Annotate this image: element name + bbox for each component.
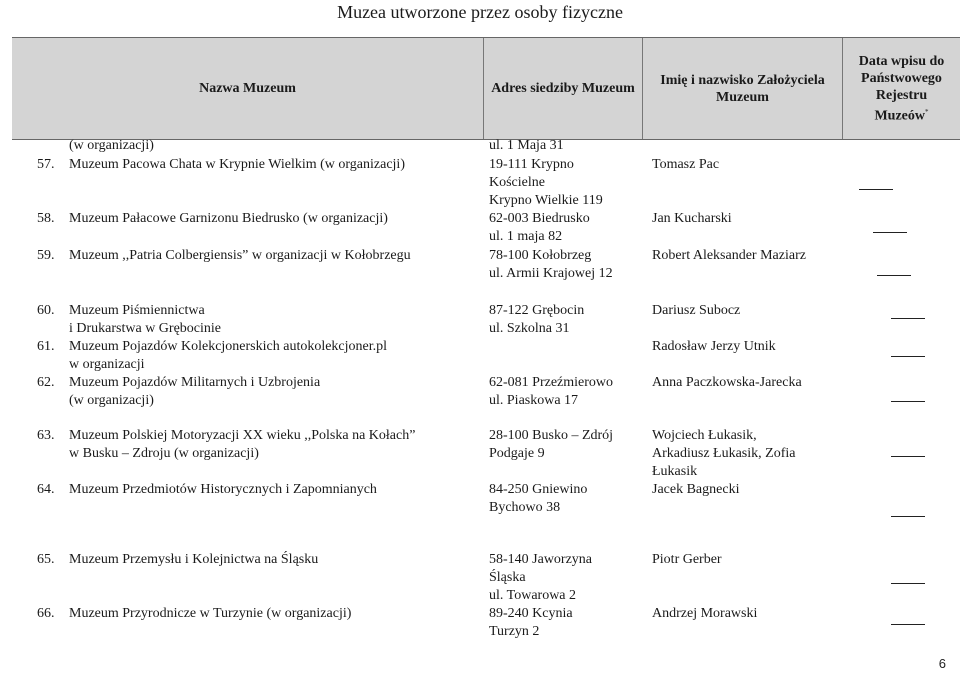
museum-address: 87-122 Grębocin [489,303,585,318]
museum-address: Śląska [489,570,526,585]
museum-address: Kościelne [489,175,545,190]
museum-address: 89-240 Kcynia [489,606,573,621]
museum-address: ul. Piaskowa 17 [489,393,579,408]
museum-address: 58-140 Jaworzyna [489,552,593,567]
museum-address: Podgaje 9 [489,446,545,461]
founder-name: Dariusz Subocz [652,303,741,318]
page-number: 6 [938,656,946,671]
header-date-line3: Rejestru [875,87,928,103]
museum-address: 62-081 Przeźmierowo [489,375,614,390]
museum-address: 62-003 Biedrusko [489,211,590,226]
museum-name: Muzeum Piśmiennictwa [69,303,205,318]
museum-name: (w organizacji) [69,393,154,408]
header-name: Nazwa Muzeum [199,81,296,96]
founder-name: Jan Kucharski [652,211,732,226]
row-number: 57. [37,157,55,172]
museum-address: ul. 1 maja 82 [489,229,563,244]
founder-name: Radosław Jerzy Utnik [652,339,776,354]
founder-name: Andrzej Morawski [652,606,758,621]
registration-date [891,516,925,517]
museum-name: (w organizacji) [69,138,154,153]
row-number: 58. [37,211,55,226]
museum-address: ul. Towarowa 2 [489,588,577,603]
museum-address: ul. Armii Krajowej 12 [489,266,613,281]
registration-date [859,189,893,190]
museum-name: Muzeum ,,Patria Colbergiensis” w organizacji w Kołobrzegu [69,248,411,263]
table-header [12,37,960,140]
header-address: Adres siedziby Muzeum [483,38,642,139]
museum-address: 19-111 Krypno [489,157,574,172]
header-date-line2: Państwowego [861,70,942,86]
header-date [842,38,960,139]
museum-name: i Drukarstwa w Grębocinie [69,321,222,336]
row-number: 65. [37,552,55,567]
museum-address: Turzyn 2 [489,624,540,639]
museum-name: Muzeum Przemysłu i Kolejnictwa na Śląsku [69,552,319,567]
header-date-line1: Data wpisu do [858,53,945,69]
row-number: 59. [37,248,55,263]
museum-name: w Busku – Zdroju (w organizacji) [69,446,259,461]
registration-date [891,456,925,457]
registration-date [891,356,925,357]
row-number: 63. [37,428,55,443]
row-number: 62. [37,375,55,390]
museum-address: Bychowo 38 [489,500,561,515]
museum-address: 28-100 Busko – Zdrój [489,428,614,443]
registration-date [877,275,911,276]
row-number: 60. [37,303,55,318]
founder-name: Łukasik [652,464,698,479]
row-number: 61. [37,339,55,354]
museum-address: Krypno Wielkie 119 [489,193,603,208]
row-number: 64. [37,482,55,497]
museum-name: Muzeum Pojazdów Militarnych i Uzbrojenia [69,375,321,390]
museum-name: Muzeum Przyrodnicze w Turzynie (w organizacji) [69,606,352,621]
museum-address: ul. 1 Maja 31 [489,138,564,153]
header-founder: Imię i nazwisko Założyciela Muzeum [642,38,842,139]
header-date-line4: Muzeów* [874,107,929,124]
museum-name: Muzeum Pacowa Chata w Krypnie Wielkim (w organizacji) [69,157,405,172]
founder-name: Wojciech Łukasik, [652,428,757,443]
founder-name: Tomasz Pac [652,157,720,172]
museum-name: Muzeum Przedmiotów Historycznych i Zapomnianych [69,482,377,497]
museum-name: Muzeum Polskiej Motoryzacji XX wieku ,,Polska na Kołach” [69,428,416,443]
museum-address: ul. Szkolna 31 [489,321,570,336]
museum-address: 84-250 Gniewino [489,482,588,497]
founder-name: Anna Paczkowska-Jarecka [652,375,802,390]
page-title: Muzea utworzone przez osoby fizyczne [337,2,623,22]
registration-date [891,401,925,402]
founder-name: Arkadiusz Łukasik, Zofia [652,446,796,461]
founder-name: Robert Aleksander Maziarz [652,248,806,263]
museum-name: Muzeum Pałacowe Garnizonu Biedrusko (w organizacji) [69,211,388,226]
founder-name: Jacek Bagnecki [652,482,740,497]
row-number: 66. [37,606,55,621]
registration-date [891,624,925,625]
registration-date [891,583,925,584]
museum-name: Muzeum Pojazdów Kolekcjonerskich autokolekcjoner.pl [69,339,388,354]
registration-date [891,318,925,319]
museum-name: w organizacji [69,357,145,372]
founder-name: Piotr Gerber [652,552,722,567]
registration-date [873,232,907,233]
museum-address: 78-100 Kołobrzeg [489,248,592,263]
